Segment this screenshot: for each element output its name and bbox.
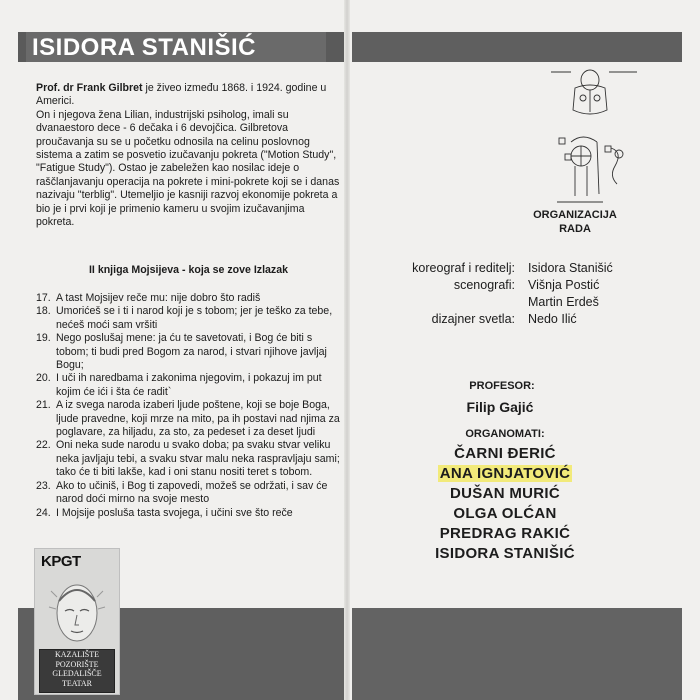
profesor-label: PROFESOR:: [469, 380, 535, 392]
verse-number: 24.: [36, 506, 51, 519]
verse-number: 21.: [36, 399, 51, 412]
highlighted-name: ANA IGNJATOVIĆ: [439, 465, 571, 482]
organomat-name: ISIDORA STANIŠIĆ: [435, 545, 575, 562]
intro-lead-rest: je živeo između 1868. i 1924. godine u Americi.: [36, 82, 327, 108]
header-bar: [18, 32, 348, 62]
verse-number: 18.: [36, 305, 51, 318]
plate-line: GLEDALIŠČE: [52, 669, 102, 678]
verse-list: [36, 292, 341, 520]
organomat-name: [410, 464, 600, 484]
credit-name: Višnja Postić: [528, 278, 600, 292]
verse: [36, 399, 341, 439]
plate-line: TEATAR: [61, 678, 93, 688]
logo-text: KPGT: [41, 553, 81, 570]
organomati-list: [410, 444, 600, 564]
verse-number: 23.: [36, 479, 51, 492]
verse: [36, 305, 341, 332]
organizacija-rada-heading: [520, 208, 630, 236]
verse-number: 20.: [36, 372, 51, 385]
organomat-name: DUŠAN MURIĆ: [450, 485, 560, 502]
verse: [36, 439, 341, 479]
credit-role: dizajner svetla:: [431, 312, 515, 326]
intro-body: On i njegova žena Lilian, industrijski psiholog, imali su dvanaestoro dece - 6 dečaka i 6 devojčica. Gilbretova proučavanja su se u početku odnosila na celinu poslovnog sistema a zatim se posvetio izučavanju pokreta ("Motion Study", "Fatigue Study"). Ostao je zabeležen kao nosilac ideje o raščlanjavanju operacija na pokrete i mini-pokrete koji se i danas nazivaju "terblig". Utemeljio je kasniji razvoj ekonomije pokreta a bio je i prvi koji je primenio kameru u svojim izučavanjima pokreta.: [36, 108, 340, 229]
credit-role: scenografi:: [453, 278, 515, 292]
intro-paragraph: [36, 82, 341, 229]
kpgt-logo: [34, 548, 120, 695]
verse-text: I uči ih naredbama i zakonima njegovim, i pokazuj im put kojim će ići i šta će radit`: [56, 372, 322, 398]
page-fold: [344, 0, 350, 700]
plate-line: KAZALIŠTE: [55, 650, 99, 659]
credit-name: Isidora Stanišić: [528, 261, 613, 275]
theater-name-plate: [39, 649, 115, 693]
credit-role: koreograf i reditelj:: [412, 261, 515, 275]
verse-number: 19.: [36, 332, 51, 345]
organizacija-line: ORGANIZACIJA: [533, 209, 617, 221]
book-title: II knjiga Mojsijeva - koja se zove Izlazak: [88, 264, 288, 276]
verse-text: Ako to učiniš, i Bog ti zapovedi, možeš se održati, i sav će narod doći mirno na svoje mesto: [56, 479, 328, 506]
verse: [36, 332, 341, 372]
plate-line: POZORIŠTE: [55, 659, 99, 669]
verse-text: A tast Mojsijev reče mu: nije dobro što radiš: [56, 292, 261, 304]
profesor-name: Filip Gajić: [466, 399, 534, 415]
face-illustration-icon: [43, 571, 111, 659]
footer-bar-right: [352, 608, 682, 700]
verse-text: Oni neka sude narodu u svako doba; pa svaku stvar veliku neka javljaju tebi, a svaku stvar malu neka raspravljaju sami; tako će ti biti lakše, kad i oni stanu nositi teret s tobom.: [56, 439, 340, 479]
verse-number: 22.: [36, 439, 51, 452]
intro-lead-name: Prof. dr Frank Gilbret: [36, 82, 143, 94]
credit-name: Nedo Ilić: [528, 312, 577, 326]
verse: [36, 372, 341, 399]
verse: [36, 480, 341, 507]
verse-text: A iz svega naroda izaberi ljude poštene, koji se boje Boga, ljude pravedne, koji mrze na mito, pa ih postavi nad njima za poglavare, za hiljadu, za sto, za pedeset i za deset ljudi: [56, 399, 340, 439]
verse-text: Umorićeš se i ti i narod koji je s tobom; jer je teško za tebe, nećeš moći sam vršiti: [56, 305, 333, 331]
verse: [36, 292, 341, 305]
header-title: ISIDORA STANIŠIĆ: [32, 34, 257, 61]
organomat-name: ČARNI ĐERIĆ: [454, 445, 556, 462]
verse-text: Nego poslušaj mene: ja ću te savetovati, i Bog će biti s tobom; ti budi pred Bogom za narod, i stvari njihove javljaj Bogu;: [56, 332, 327, 372]
organomat-name: PREDRAG RAKIĆ: [439, 525, 571, 542]
rada-line: RADA: [559, 223, 591, 235]
verse-text: I Mojsije posluša tasta svojega, i učini sve što reče: [56, 506, 293, 519]
credit-name: Martin Erdeš: [528, 295, 599, 309]
organomat-name: OLGA OLĆAN: [453, 505, 557, 522]
verse: [36, 507, 341, 520]
organomati-label: ORGANOMATI:: [465, 428, 545, 440]
verse-number: 17.: [36, 292, 51, 304]
motion-study-diagram-icon: [545, 62, 645, 212]
header-bar-right: [352, 32, 682, 62]
